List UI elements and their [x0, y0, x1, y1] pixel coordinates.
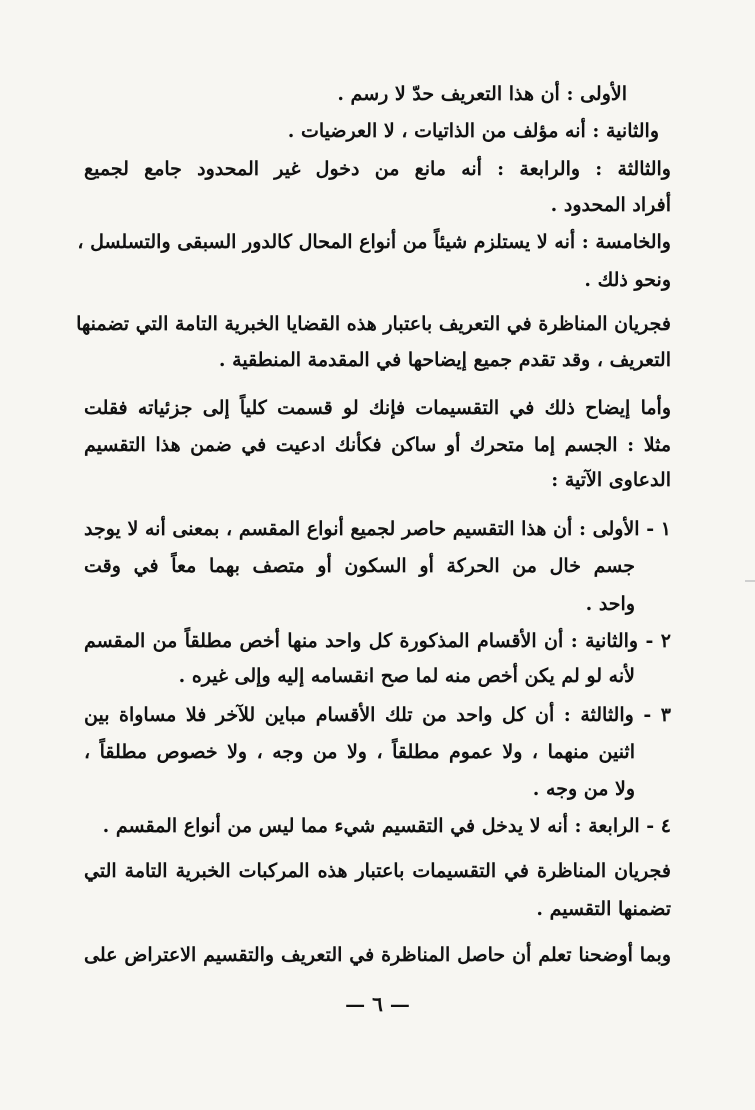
- text-line: وأما إيضاح ذلك في التقسيمات فإنك لو قسمت كلياً إلى جزئياته فقلت: [84, 397, 671, 419]
- text-line: تضمنها التقسيم .: [536, 898, 671, 920]
- text-line: أفراد المحدود .: [550, 194, 671, 216]
- text-line: الدعاوى الآتية :: [551, 469, 671, 491]
- text-line: واحد .: [585, 593, 635, 615]
- text-line: والثالثة : والرابعة : أنه مانع من دخول غير المحدود جامع لجميع: [84, 158, 671, 180]
- text-line: الأولى : أن هذا التعريف حدّ لا رسم .: [337, 83, 627, 105]
- text-line: مثلا : الجسم إما متحرك أو ساكن فكأنك ادعيت في ضمن هذا التقسيم: [84, 434, 671, 456]
- text-line: والثانية : أنه مؤلف من الذاتيات ، لا العرضيات .: [287, 120, 659, 142]
- text-line: لأنه لو لم يكن أخص منه لما صح انقسامه إليه وإلى غيره .: [178, 665, 635, 687]
- text-line: اثنين منهما ، ولا عموم مطلقاً ، ولا من وجه ، ولا خصوص مطلقاً ،: [84, 741, 635, 763]
- text-line: فجريان المناظرة في التعريف باعتبار هذه القضايا الخبرية التامة التي تضمنها: [76, 313, 671, 335]
- scan-edge-mark: [745, 580, 755, 582]
- text-line: وبما أوضحنا تعلم أن حاصل المناظرة في التعريف والتقسيم الاعتراض على: [84, 944, 671, 966]
- text-line: جسم خال من الحركة أو السكون أو متصف بهما معاً في وقت: [84, 555, 635, 577]
- page-number: — ٦ —: [345, 992, 410, 1016]
- list-item: ٤ - الرابعة : أنه لا يدخل في التقسيم شيء مما ليس من أنواع المقسم .: [102, 815, 671, 837]
- list-item: ٣ - والثالثة : أن كل واحد من تلك الأقسام مباين للآخر فلا مساواة بين: [84, 704, 671, 726]
- list-item: ٢ - والثانية : أن الأقسام المذكورة كل واحد منها أخص مطلقاً من المقسم: [84, 630, 671, 652]
- text-line: التعريف ، وقد تقدم جميع إيضاحها في المقدمة المنطقية .: [218, 349, 671, 371]
- text-line: فجريان المناظرة في التقسيمات باعتبار هذه المركبات الخبرية التامة التي: [84, 860, 671, 882]
- text-line: ونحو ذلك .: [584, 269, 671, 291]
- text-line: والخامسة : أنه لا يستلزم شيئاً من أنواع المحال كالدور السبقى والتسلسل ،: [77, 231, 671, 253]
- text-line: ولا من وجه .: [532, 778, 635, 800]
- list-item: ١ - الأولى : أن هذا التقسيم حاصر لجميع أنواع المقسم ، بمعنى أنه لا يوجد: [84, 518, 671, 540]
